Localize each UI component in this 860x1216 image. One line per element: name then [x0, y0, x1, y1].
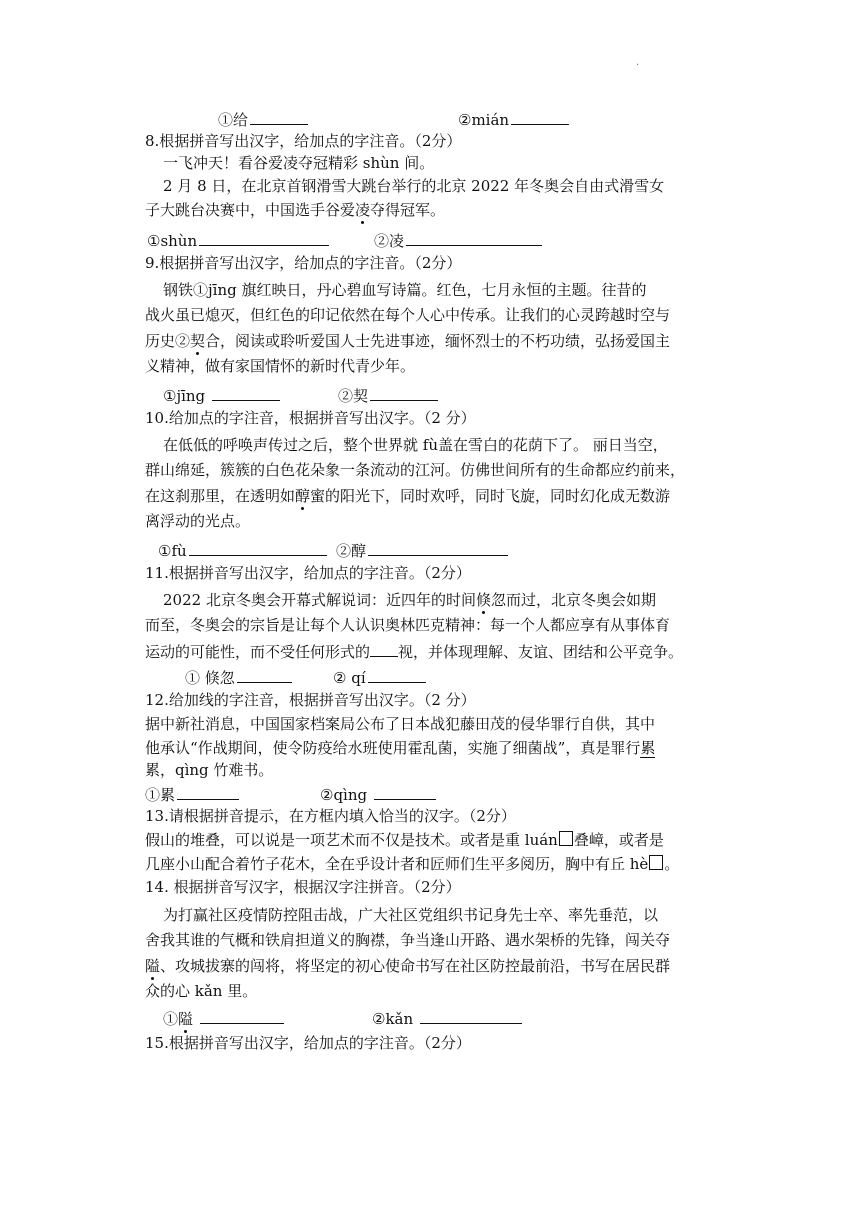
q10-answer-1: ①fù: [158, 539, 327, 562]
q13-line-2: 几座小山配合着竹子花木，全在乎设计者和匠师们生平多阅历，胸中有丘 hè 。: [145, 855, 680, 873]
answer-box[interactable]: [559, 831, 573, 846]
q11-line-3: 运动的可能性，而不受任何形式的 视，并体现理解、友谊、团结和公平竞争。: [145, 640, 683, 663]
q14-line-1: 为打赢社区疫情防控阻击战，广大社区党组织书记身先士卒、率先垂范，以: [163, 906, 659, 924]
q11-line-1: 2022 北京冬奥会开幕式解说词：近四年的时间倏忽而过，北京冬奥会如期: [163, 591, 656, 609]
q10-line-3: 在这刹那里，在透明如醇蜜的阳光下，同时欢呼，同时飞旋，同时幻化成无数游: [145, 487, 671, 505]
q14-line-3: 隘、攻城拔寨的闯将，将坚定的初心使命书写在社区防控最前沿，书写在居民群: [145, 957, 671, 975]
answer-blank[interactable]: [370, 384, 438, 401]
q9-answer-1: ①jīng: [163, 384, 280, 407]
corner-mark: ·: [636, 60, 640, 71]
dotted-char: 醇: [295, 487, 311, 505]
q8-answer-1: ①shùn: [147, 229, 329, 252]
q9-line-3: 历史②契合，阅读或聆听爱国人士先进事迹，缅怀烈士的不朽功绩，弘扬爱国主: [145, 332, 671, 350]
answer-blank[interactable]: [370, 640, 398, 657]
q10-line-4: 离浮动的光点。: [145, 512, 251, 530]
q12-line-1: 据中新社消息，中国国家档案局公布了日本战犯藤田茂的侵华罪行自供，其中: [145, 715, 656, 733]
q12-line-3: 累，qìng 竹难书。: [145, 761, 274, 779]
q10-line-2: 群山绵延，簇簇的白色花朵象一条流动的江河。仿佛世间所有的生命都应约前来，: [145, 461, 686, 479]
dotted-char: 凌: [355, 201, 371, 219]
q14-answer-1: ①隘: [163, 1007, 284, 1030]
answer-blank[interactable]: [406, 229, 542, 246]
q9-line-2: 战火虽已熄灭，但红色的印记依然在每个人心中传承。让我们的心灵跨越时空与: [145, 306, 671, 324]
q7-answer-1: ①给: [218, 108, 308, 131]
q9-line-4: 义精神，做有家国情怀的新时代青少年。: [145, 357, 416, 375]
q8-paragraph-2b: 子大跳台决赛中，中国选手谷爱凌夺得冠军。: [145, 201, 446, 219]
q9-title: 9.根据拼音写出汉字，给加点的字注音。（2分）: [145, 254, 462, 272]
answer-blank[interactable]: [368, 539, 508, 556]
answer-blank[interactable]: [374, 783, 436, 800]
answer-blank[interactable]: [368, 666, 426, 683]
q9-answer-2: ②契: [338, 384, 438, 407]
answer-blank[interactable]: [212, 384, 280, 401]
q15-title: 15.根据拼音写出汉字，给加点的字注音。（2分）: [145, 1034, 471, 1052]
q10-answer-2: ②醇: [336, 539, 508, 562]
answer-blank[interactable]: [199, 229, 329, 246]
q11-answer-2: ② qí: [333, 666, 426, 689]
q13-title: 13.请根据拼音提示，在方框内填入恰当的汉字。（2分）: [145, 807, 516, 825]
q11-answer-1: ① 倏忽: [185, 666, 292, 689]
q12-title: 12.给加线的字注音，根据拼音写出汉字。（2 分）: [145, 691, 476, 709]
q14-answer-2: ②kǎn: [372, 1007, 522, 1030]
answer-blank[interactable]: [189, 539, 327, 556]
q12-answer-2: ②qìng: [320, 783, 436, 806]
q8-paragraph-2a: 2 月 8 日，在北京首钢滑雪大跳台举行的北京 2022 年冬奥会自由式滑雪女: [163, 177, 665, 195]
q8-paragraph-1: 一飞冲天！看谷爱凌夺冠精彩 shùn 间。: [163, 154, 435, 172]
q13-line-1: 假山的堆叠，可以说是一项艺术而不仅是技术。或者是重 luán 叠嶂，或者是: [145, 831, 664, 849]
q8-answer-2: ②凌: [374, 229, 542, 252]
q11-title: 11.根据拼音写出汉字，给加点的字注音。（2分）: [145, 564, 471, 582]
dotted-char: 倏: [475, 591, 491, 609]
answer-blank[interactable]: [511, 108, 569, 125]
answer-blank[interactable]: [177, 783, 239, 800]
q10-line-1: 在低低的呼唤声传过之后，整个世界就 fù盖在雪白的花荫下了。 丽日当空，: [163, 436, 668, 454]
underlined-char: 累: [640, 739, 656, 757]
q10-title: 10.给加点的字注音，根据拼音写出汉字。（2 分）: [145, 409, 476, 427]
answer-blank[interactable]: [420, 1007, 522, 1024]
q12-line-2: 他承认“作战期间，使令防疫给水班使用霍乱菌，实施了细菌战”，真是罪行累: [145, 739, 656, 757]
dotted-char: 隘: [178, 1010, 194, 1028]
q14-line-2: 舍我其谁的气概和铁肩担道义的胸襟，争当逢山开路、遇水架桥的先锋，闯关夺: [145, 931, 671, 949]
q9-line-1: 钢铁①jīng 旗红映日，丹心碧血写诗篇。红色，七月永恒的主题。往昔的: [163, 281, 647, 299]
answer-blank[interactable]: [250, 108, 308, 125]
answer-box[interactable]: [649, 855, 663, 870]
dotted-char: 契: [190, 332, 206, 350]
q14-title: 14. 根据拼音写汉字，根据汉字注拼音。（2分）: [145, 878, 461, 896]
q11-line-2: 而至，冬奥会的宗旨是让每个人认识奥林匹克精神：每一个人都应享有从事体育: [145, 616, 671, 634]
q7-answer-2: ②mián: [458, 108, 569, 131]
dotted-char: 隘: [145, 957, 161, 975]
q8-title: 8.根据拼音写出汉字，给加点的字注音。（2分）: [145, 132, 462, 150]
answer-blank[interactable]: [237, 666, 292, 683]
answer-blank[interactable]: [200, 1007, 284, 1024]
q14-line-4: 众的心 kǎn 里。: [145, 982, 258, 1000]
q12-answer-1: ①累: [145, 783, 239, 806]
